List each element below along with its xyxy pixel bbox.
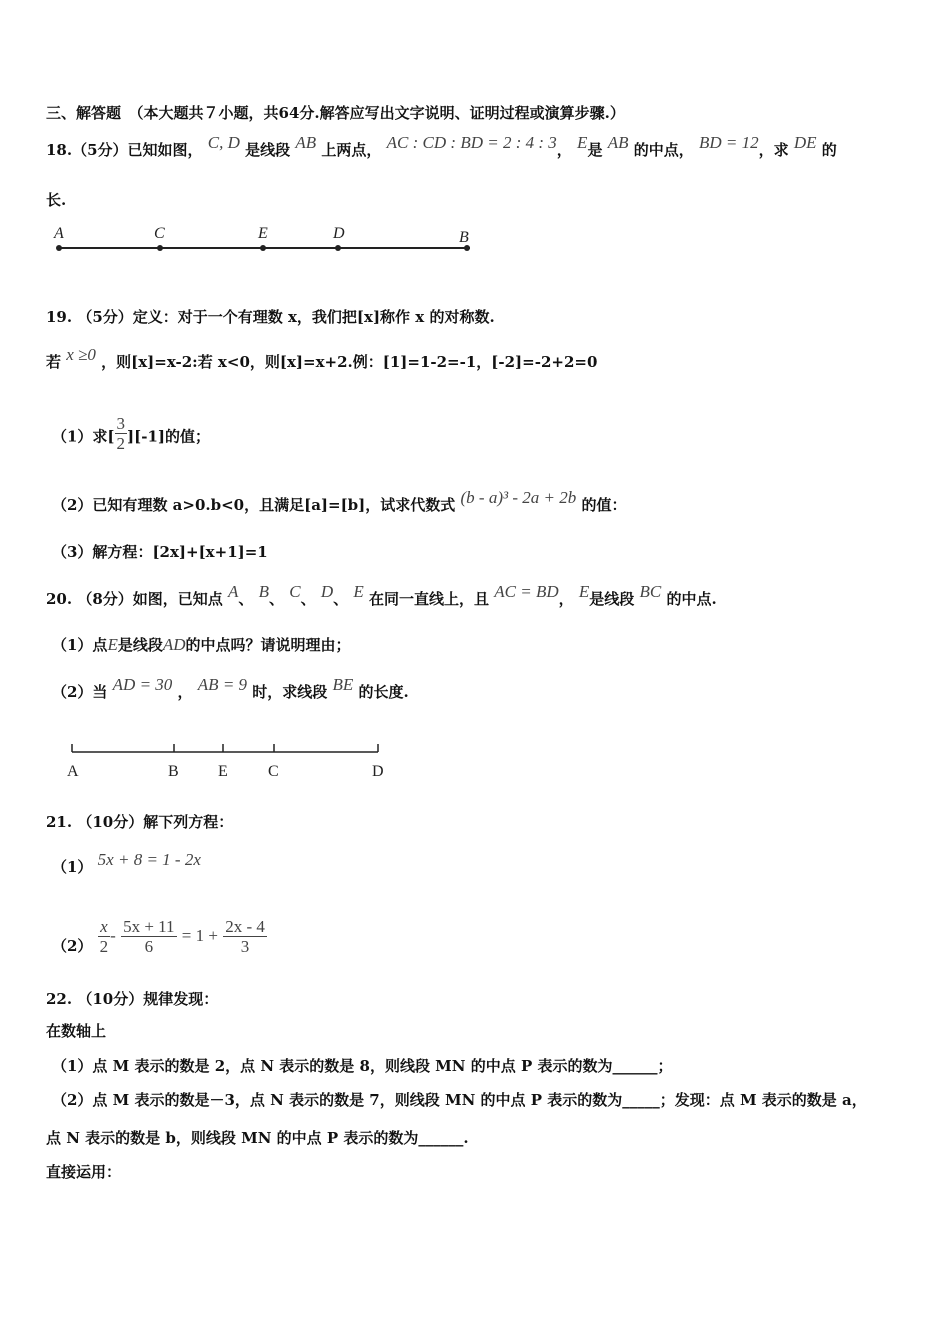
- frac-numerator: x: [98, 917, 111, 937]
- q21-equation1: 5x + 8 = 1 - 2x: [97, 850, 201, 869]
- q20-comma: ，: [177, 683, 193, 701]
- q20-sep: 、: [333, 590, 349, 608]
- q20-point-b: B: [168, 763, 179, 780]
- q21-part2: [52, 917, 267, 956]
- q19-part1: [52, 414, 211, 457]
- q20-sep: 、: [269, 590, 285, 608]
- q18-point-c: C: [154, 225, 165, 242]
- q18-math-ab2: AB: [607, 133, 629, 152]
- q18-text: 是: [587, 141, 603, 159]
- q22-line2: 在数轴上: [46, 1022, 107, 1040]
- q22-part1: （1）点 M 表示的数是 2，点 N 表示的数是 8，则线段 MN 的中点 P 表示的数为______；: [52, 1057, 673, 1075]
- q18-text: ，: [556, 141, 572, 159]
- q20-point-d: D: [372, 763, 384, 780]
- q20-math-c: C: [289, 582, 301, 601]
- q20-math-be: BE: [332, 675, 354, 694]
- q20-text: 的中点.: [666, 590, 717, 608]
- frac-denominator: 2: [116, 434, 126, 453]
- q18-score: （5分）: [72, 141, 128, 159]
- q20-text: 的中点吗？请说明理由；: [185, 636, 351, 654]
- q20-math-d: D: [320, 582, 334, 601]
- q20-math-a: A: [228, 582, 239, 601]
- frac-numerator: 5x + 11: [123, 917, 175, 936]
- q18-math-ab: AB: [295, 133, 317, 152]
- q18-segment-figure: [46, 222, 486, 262]
- q18-math-bd: BD = 12: [698, 133, 759, 152]
- q18-point-e: E: [258, 225, 268, 242]
- q20-text: （2）当: [52, 683, 108, 701]
- q18-text: ，求: [758, 141, 789, 159]
- frac-numerator: 3: [116, 414, 126, 433]
- q22-line-last: 直接运用：: [46, 1163, 122, 1181]
- q18-math-e: E: [577, 133, 588, 152]
- frac-numerator: 2x - 4: [225, 917, 265, 936]
- q20-math-ab9: AB = 9: [197, 675, 248, 694]
- q19-math-condition: x ≥0: [66, 345, 96, 364]
- q18-text: 上两点，: [321, 141, 382, 159]
- q20-part2: [52, 675, 409, 702]
- q20-comma: ，: [558, 590, 574, 608]
- q21-equals: = 1 +: [181, 925, 218, 945]
- q20-math-ad30: AD = 30: [112, 675, 173, 694]
- q18-text: 的中点，: [633, 141, 694, 159]
- q20-part1: [52, 635, 351, 655]
- q20-math-bc: BC: [639, 582, 662, 601]
- q19-text: （1）求[: [52, 427, 115, 446]
- q20-line1: [46, 582, 717, 609]
- q20-point-a: A: [67, 763, 79, 780]
- frac-denominator: 2: [99, 937, 109, 956]
- q18-math-ratio: AC : CD : BD = 2 : 4 : 3: [386, 133, 557, 152]
- q21-minus: -: [110, 925, 116, 945]
- q19-text: 若: [46, 353, 62, 371]
- q18-text: 的: [821, 141, 837, 159]
- q19-text: ，则[x]=x-2:若 x<0，则[x]=x+2.例：[1]=1-2=-1，[-2]=-2+2=0: [101, 353, 598, 371]
- q18-point-a: A: [54, 225, 64, 242]
- q18-math-de: DE: [793, 133, 817, 152]
- q21-part1: [52, 850, 201, 877]
- q22-part2-cont: 点 N 表示的数是 b，则线段 MN 的中点 P 表示的数为______.: [46, 1129, 469, 1147]
- q20-text: 的长度.: [358, 683, 409, 701]
- q20-sep: 、: [238, 590, 254, 608]
- q20-math-e2: E: [578, 582, 590, 601]
- q20-math-e: E: [353, 582, 364, 601]
- q18-text: 是线段: [245, 141, 291, 159]
- q19-text: 的值：: [581, 496, 627, 514]
- q18-point-b: B: [459, 229, 469, 246]
- frac-denominator: 3: [240, 937, 250, 956]
- q20-math-ad: AD: [162, 635, 186, 654]
- q19-text: （2）已知有理数 a>0.b<0，且满足[a]=[b]，试求代数式: [52, 496, 456, 514]
- q20-text: 是线段: [589, 590, 635, 608]
- q20-point-c: C: [268, 763, 279, 780]
- q18-number: 18.: [46, 141, 73, 159]
- q20-text: 20. （8分）如图，已知点: [46, 590, 223, 608]
- q20-text: 是线段: [117, 636, 163, 654]
- q19-part3: （3）解方程：[2x]+[x+1]=1: [52, 543, 268, 561]
- q20-text: （1）点: [52, 636, 108, 654]
- q22-part2: （2）点 M 表示的数是－3，点 N 表示的数是 7，则线段 MN 的中点 P 表示的数为_____；发现：点 M 表示的数是 a，: [52, 1091, 867, 1109]
- q19-fraction: [115, 414, 128, 453]
- q20-math-e: E: [107, 635, 118, 654]
- q21-frac2: [121, 917, 176, 956]
- q21-label: （1）: [52, 858, 93, 876]
- frac-denominator: 6: [144, 937, 154, 956]
- q19-line2: [46, 345, 598, 372]
- q21-line1: 21. （10分）解下列方程：: [46, 813, 234, 831]
- q20-segment-figure: [60, 738, 400, 782]
- q19-math-expression: (b - a)³ - 2a + 2b: [460, 488, 577, 507]
- q18-line1: [46, 133, 837, 160]
- q20-point-e: E: [218, 763, 228, 780]
- q21-frac1: [98, 917, 111, 956]
- q19-part2: [52, 488, 627, 515]
- q20-text: 在同一直线上，且: [369, 590, 490, 608]
- q20-text: 时，求线段: [252, 683, 328, 701]
- q20-sep: 、: [300, 590, 316, 608]
- q20-math-ac-bd: AC = BD: [494, 582, 559, 601]
- q22-line1: 22. （10分）规律发现：: [46, 990, 219, 1008]
- q18-point-d: D: [333, 225, 345, 242]
- q21-label: （2）: [52, 936, 93, 955]
- q19-text: ][-1]的值；: [127, 427, 211, 446]
- q20-math-b: B: [258, 582, 270, 601]
- section-title: 三、解答题 （本大题共７小题，共64分.解答应写出文字说明、证明过程或演算步骤.）: [46, 104, 625, 122]
- q21-frac3: [223, 917, 267, 956]
- q18-math-cd: C, D: [207, 133, 240, 152]
- q18-line2: 长.: [46, 191, 67, 209]
- q18-text: 已知如图，: [127, 141, 203, 159]
- q19-line1: 19. （5分）定义：对于一个有理数 x，我们把[x]称作 x 的对称数.: [46, 308, 495, 326]
